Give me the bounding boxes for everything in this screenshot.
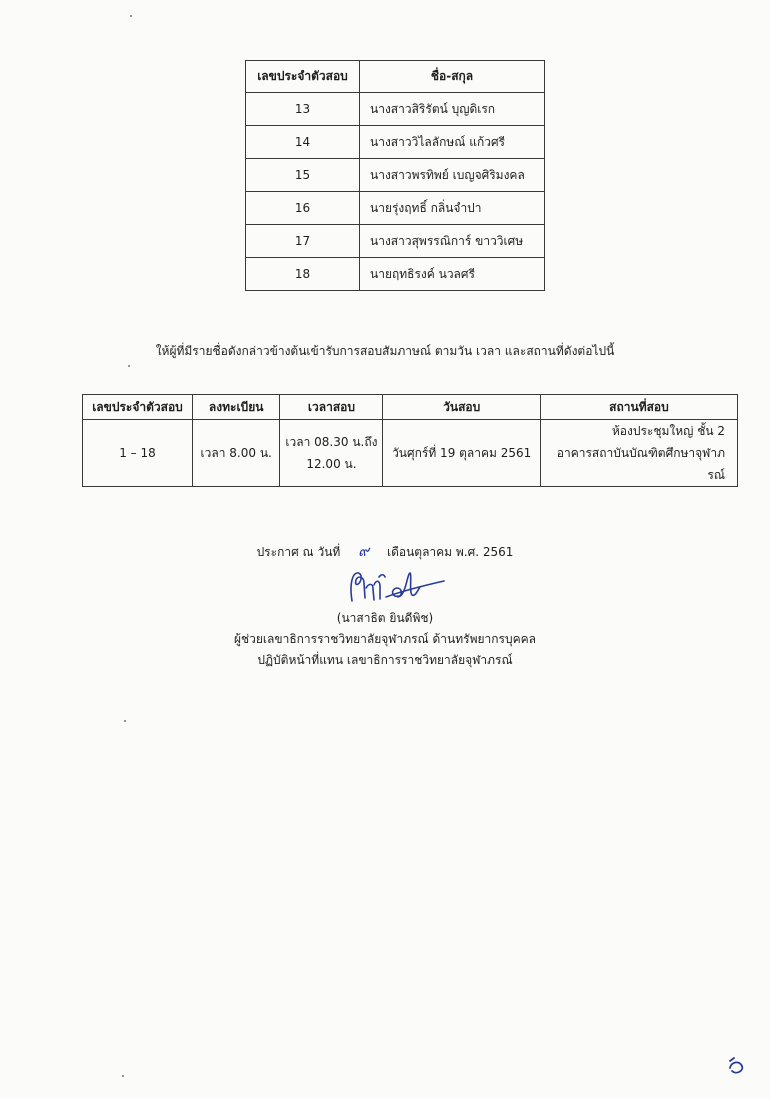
announcement-date-prefix: ประกาศ ณ วันที่ [256,545,341,559]
exam-time [280,420,383,487]
interview-instruction: ให้ผู้ที่มีรายชื่อดังกล่าวข้างต้นเข้ารับการสอบสัมภาษณ์ ตามวัน เวลา และสถานที่ดังต่อไปนี้ [155,344,615,358]
full-name-cell: นางสาวพรทิพย์ เบญจศิริมงคล [360,159,545,192]
signatory-block [0,608,770,671]
full-name-cell: นางสาวสุพรรณิการ์ ขาววิเศษ [360,225,545,258]
interview-schedule-table [82,394,738,487]
exam-id-cell: 15 [246,159,360,192]
exam-id-cell: 13 [246,93,360,126]
table-row [246,159,545,192]
scan-speck [130,15,132,17]
full-name-cell: นายฤทธิรงค์ นวลศรี [360,258,545,291]
full-name-cell: นายรุ่งฤทธิ์ กลิ่นจำปา [360,192,545,225]
handwritten-page-number [726,1055,750,1077]
exam-venue [540,420,737,487]
registration-time: เวลา 8.00 น. [193,420,280,487]
exam-time-line-1: เวลา 08.30 น.ถึง [285,435,378,449]
scan-speck [128,365,130,367]
header-exam-date: วันสอบ [383,395,540,420]
table-row [83,420,738,487]
header-exam-id: เลขประจำตัวสอบ [246,61,360,93]
exam-venue-line-2: อาคารสถาบันบัณฑิตศึกษาจุฬาภรณ์ [556,446,725,482]
candidate-table [245,60,545,291]
table-row [246,192,545,225]
handwritten-day: ๙ [358,542,370,560]
full-name-cell: นางสาวสิริรัตน์ บุญดิเรก [360,93,545,126]
exam-venue-line-1: ห้องประชุมใหญ่ ชั้น 2 [611,424,725,438]
scan-speck [124,720,126,722]
header-full-name: ชื่อ-สกุล [360,61,545,93]
header-exam-time: เวลาสอบ [280,395,383,420]
table-row [246,93,545,126]
signature-image [340,568,445,608]
signatory-name: (นาสาธิต ยินดีพิช) [336,611,434,625]
table-header-row [83,395,738,420]
exam-id-cell: 16 [246,192,360,225]
exam-id-cell: 14 [246,126,360,159]
signatory-acting-role: ปฏิบัติหน้าที่แทน เลขาธิการราชวิทยาลัยจุฬาภรณ์ [257,653,513,667]
signatory-position: ผู้ช่วยเลขาธิการราชวิทยาลัยจุฬาภรณ์ ด้านทรัพยากรบุคคล [233,632,537,646]
table-row [246,258,545,291]
exam-id-range: 1 – 18 [83,420,193,487]
exam-id-cell: 18 [246,258,360,291]
table-header-row [246,61,545,93]
table-row [246,126,545,159]
scan-speck [122,1075,124,1077]
exam-time-line-2: 12.00 น. [306,457,357,471]
table-row [246,225,545,258]
exam-date: วันศุกร์ที่ 19 ตุลาคม 2561 [383,420,540,487]
full-name-cell: นางสาววิไลลักษณ์ แก้วศรี [360,126,545,159]
header-registration: ลงทะเบียน [193,395,280,420]
header-exam-venue: สถานที่สอบ [540,395,737,420]
announcement-date [0,539,770,563]
header-exam-id: เลขประจำตัวสอบ [83,395,193,420]
announcement-date-suffix: เดือนตุลาคม พ.ศ. 2561 [386,545,514,559]
exam-id-cell: 17 [246,225,360,258]
